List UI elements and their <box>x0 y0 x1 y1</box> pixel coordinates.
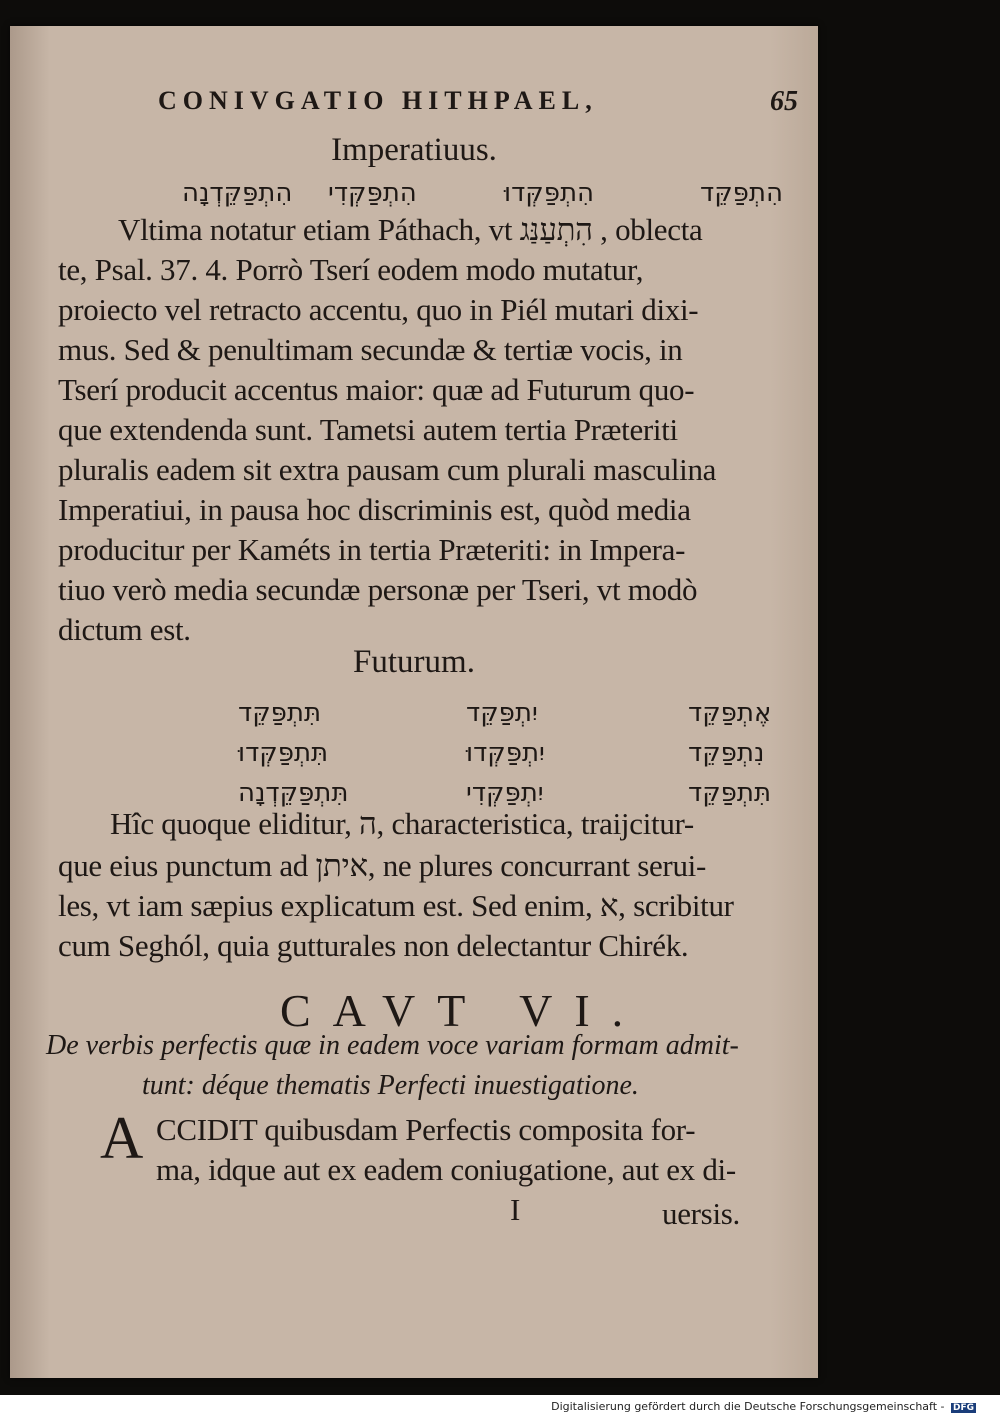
imperative-heading: Imperatiuus. <box>331 132 497 168</box>
hebrew-form: תִּתְפַּקְּדוּ <box>238 738 329 768</box>
text-line: Hîc quoque eliditur, ה, characteristica, traijcitur- <box>110 806 694 841</box>
text-line: Tserí producit accentus maior: quæ ad Futurum quo- <box>58 372 695 407</box>
text-line: producitur per Kaméts in tertia Præteriti: in Impera- <box>58 532 686 567</box>
chapter-title: CAVT VI. <box>280 985 646 1036</box>
hebrew-form: יִתְפַּקֵּד <box>466 698 538 728</box>
dfg-logo-icon: DFG <box>952 1403 974 1413</box>
text-line: ma, idque aut ex eadem coniugatione, aut ex di- <box>156 1152 736 1187</box>
page-number: 65 <box>770 86 798 117</box>
text-line: te, Psal. 37. 4. Porrò Tserí eodem modo mutatur, <box>58 252 644 287</box>
text-line: cum Seghól, quia gutturales non delectantur Chirék. <box>58 928 689 963</box>
hebrew-form: אֶתְפַּקֵּד <box>688 698 772 728</box>
text-line: Vltima notatur etiam Páthach, vt הִתְעַנַּג , oblecta <box>118 212 703 247</box>
chapter-subtitle-line: De verbis perfectis quæ in eadem voce variam formam admit- <box>46 1030 739 1061</box>
hebrew-form: תִּתְפַּקֵּדְנָה <box>238 778 349 808</box>
text-line: pluralis eadem sit extra pausam cum plurali masculina <box>58 452 717 487</box>
text-line: proiecto vel retracto accentu, quo in Piél mutari dixi- <box>58 292 699 327</box>
text-line: CCIDIT quibusdam Perfectis composita for- <box>156 1112 696 1147</box>
signature-mark: I <box>510 1192 521 1227</box>
hebrew-form: תִּתְפַּקֵּד <box>688 778 772 808</box>
hebrew-form: יִתְפַּקְּדוּ <box>466 738 545 768</box>
future-heading: Futurum. <box>353 644 475 680</box>
text-line: mus. Sed & penultimam secundæ & tertiæ vocis, in <box>58 332 683 367</box>
text-line: que extendenda sunt. Tametsi autem tertia Præteriti <box>58 412 678 447</box>
hebrew-form: הִתְפַּקְּדוּ <box>504 178 595 208</box>
running-head: CONIVGATIO HITHPAEL, <box>158 86 598 115</box>
hebrew-form: יִתְפַּקְּדִי <box>466 778 544 808</box>
credit-text: Digitalisierung gefördert durch die Deutsche Forschungsgemeinschaft - <box>551 1400 945 1413</box>
hebrew-form: הִתְפַּקֵּדְנָה <box>182 178 293 208</box>
hebrew-form: הִתְפַּקֵּד <box>700 178 783 208</box>
chapter-subtitle-line: tunt: déque thematis Perfecti inuestigatione. <box>142 1070 639 1101</box>
hebrew-form: הִתְפַּקְּדִי <box>328 178 417 208</box>
catchword: uersis. <box>662 1196 740 1231</box>
text-line: que eius punctum ad איתן, ne plures concurrant serui- <box>58 848 706 883</box>
book-page <box>10 26 818 1378</box>
text-line: Imperatiui, in pausa hoc discriminis est, quòd media <box>58 492 691 527</box>
drop-cap: A <box>100 1105 144 1171</box>
text-line: tiuo verò media secundæ personæ per Tseri, vt modò <box>58 572 698 607</box>
text-line: les, vt iam sæpius explicatum est. Sed enim, א, scribitur <box>58 888 734 923</box>
digitization-credit <box>551 1400 976 1413</box>
hebrew-form: תִּתְפַּקֵּד <box>238 698 322 728</box>
hebrew-form: נִתְפַּקֵּד <box>688 738 765 768</box>
text-line: dictum est. <box>58 612 191 647</box>
